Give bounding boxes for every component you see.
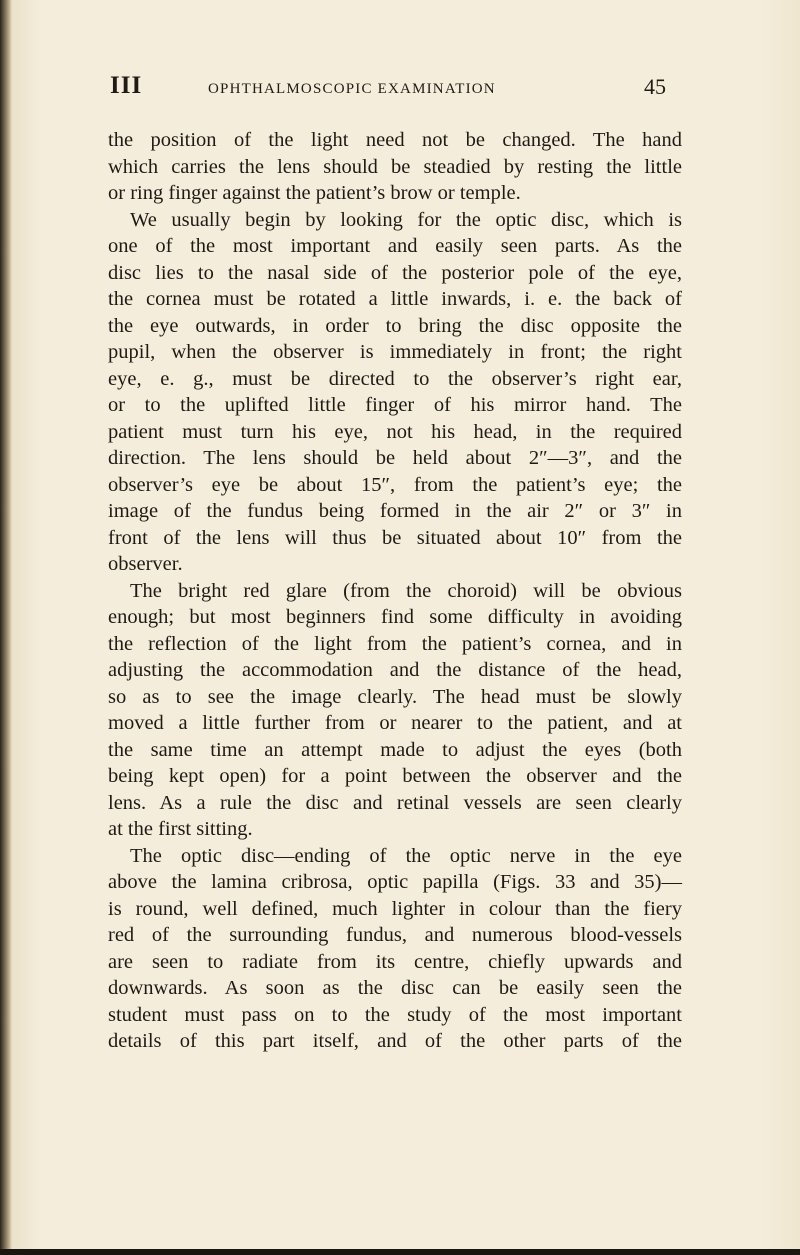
text-line: which carries the lens should be steadied by resting the little [108, 155, 682, 178]
text-line: is round, well defined, much lighter in colour than the fiery [108, 897, 682, 920]
text-line: the cornea must be rotated a little inwards, i. e. the back of [108, 288, 682, 310]
text-line: disc lies to the nasal side of the posterior pole of the eye, [108, 261, 682, 284]
text-line: the same time an attempt made to adjust the eyes (both [108, 738, 682, 761]
text-line: The bright red glare (from the choroid) will be obvious [130, 579, 682, 602]
text-line: patient must turn his eye, not his head, in the required [108, 420, 682, 443]
text-line: the eye outwards, in order to bring the disc opposite the [108, 314, 682, 337]
text-line: eye, e. g., must be directed to the observer’s right ear, [108, 367, 682, 390]
text-line: one of the most important and easily seen parts. As the [108, 235, 682, 257]
text-line: lens. As a rule the disc and retinal vessels are seen clearly [108, 791, 682, 814]
text-line: observer. [108, 553, 183, 575]
text-line: adjusting the accommodation and the distance of the head, [108, 659, 682, 681]
text-line: The optic disc—ending of the optic nerve in the eye [130, 844, 682, 867]
text-line: at the first sitting. [108, 818, 253, 840]
page-bottom-edge [0, 1249, 800, 1255]
text-line: above the lamina cribrosa, optic papilla (Figs. 33 and 35)— [108, 871, 682, 893]
text-line: the reflection of the light from the patient’s cornea, and in [108, 632, 682, 655]
page-number: 45 [644, 74, 666, 99]
text-line: or ring finger against the patient’s brow or temple. [108, 182, 521, 204]
chapter-number: III [110, 72, 143, 99]
text-line: image of the fundus being formed in the air 2″ or 3″ in [108, 500, 682, 522]
text-line: We usually begin by looking for the optic disc, which is [130, 208, 682, 231]
text-line: the position of the light need not be changed. The hand [108, 129, 682, 151]
text-line: details of this part itself, and of the other parts of the [108, 1030, 682, 1052]
body-text [108, 127, 682, 1055]
text-line: red of the surrounding fundus, and numerous blood-vessels [108, 924, 682, 946]
text-line: are seen to radiate from its centre, chiefly upwards and [108, 950, 682, 973]
text-line: being kept open) for a point between the observer and the [108, 765, 682, 787]
text-line: or to the uplifted little finger of his mirror hand. The [108, 394, 682, 416]
text-line: enough; but most beginners find some difficulty in avoiding [108, 606, 682, 628]
text-line: pupil, when the observer is immediately in front; the right [108, 341, 682, 363]
text-line: direction. The lens should be held about 2″—3″, and the [108, 447, 682, 469]
text-line: downwards. As soon as the disc can be easily seen the [108, 977, 682, 999]
text-line: moved a little further from or nearer to the patient, and at [108, 712, 682, 734]
text-line: front of the lens will thus be situated about 10″ from the [108, 526, 682, 549]
text-line: student must pass on to the study of the most important [108, 1003, 682, 1026]
text-line: so as to see the image clearly. The head must be slowly [108, 685, 682, 708]
book-spine-edge [0, 0, 12, 1255]
page-header [110, 72, 666, 106]
text-line: observer’s eye be about 15″, from the patient’s eye; the [108, 473, 682, 496]
running-title: OPHTHALMOSCOPIC EXAMINATION [208, 81, 496, 97]
